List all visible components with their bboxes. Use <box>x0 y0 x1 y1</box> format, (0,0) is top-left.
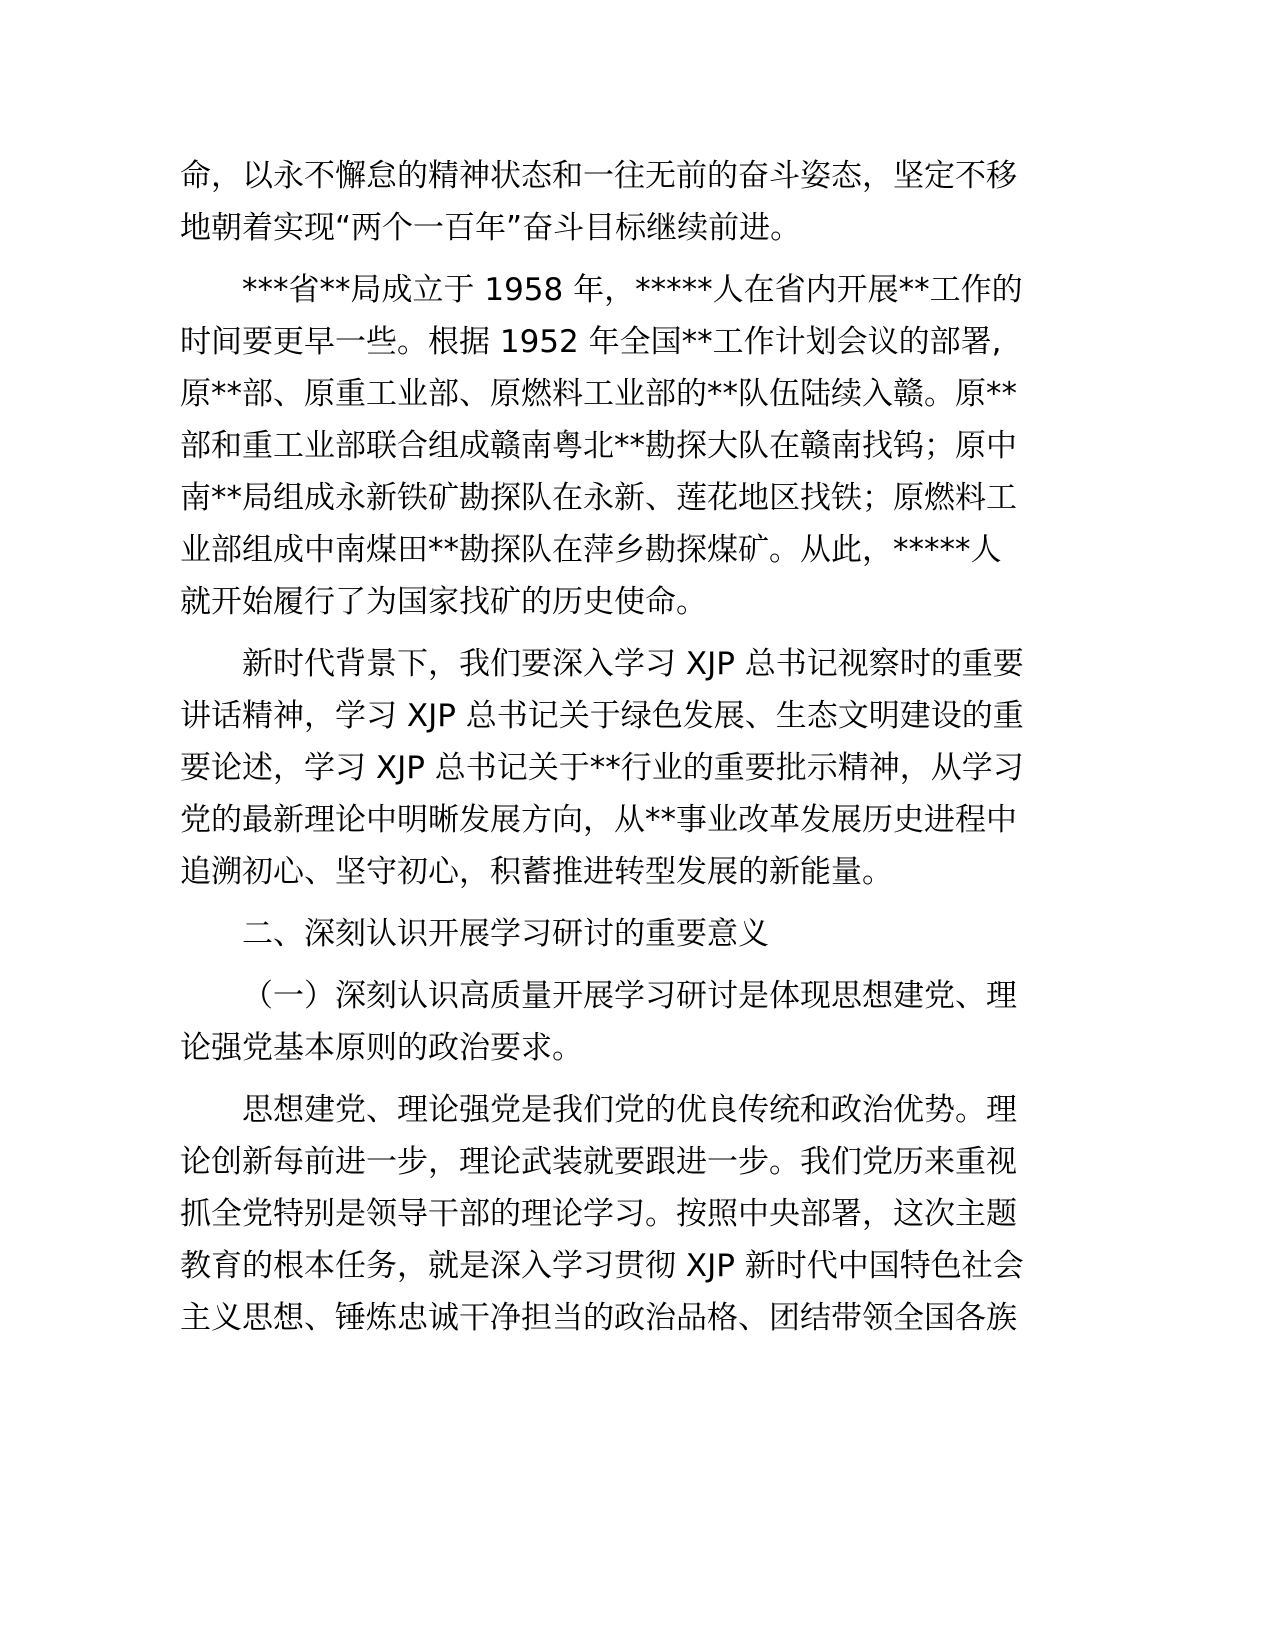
document-body <box>180 150 1040 1354</box>
text-line: ***省**局成立于 1958 年，*****人在省内开展**工作的 <box>242 272 1023 308</box>
text-line: 抓全党特别是领导干部的理论学习。按照中央部署，这次主题 <box>180 1196 1017 1232</box>
text-line: 部和重工业部联合组成赣南粤北**勘探大队在赣南找钨；原中 <box>180 428 1017 464</box>
text-line: 原**部、原重工业部、原燃料工业部的**队伍陆续入赣。原** <box>180 376 1017 412</box>
text-line: 命，以永不懈怠的精神状态和一往无前的奋斗姿态，坚定不移 <box>180 158 1017 194</box>
heading-line: 二、深刻认识开展学习研讨的重要意义 <box>242 916 769 952</box>
paragraph-1 <box>180 150 1040 254</box>
text-line: 教育的根本任务，就是深入学习贯彻 XJP 新时代中国特色社会 <box>180 1248 1024 1284</box>
paragraph-6 <box>180 1084 1040 1344</box>
text-line: 讲话精神，学习 XJP 总书记关于绿色发展、生态文明建设的重 <box>180 698 1024 734</box>
text-line: 要论述，学习 XJP 总书记关于**行业的重要批示精神，从学习 <box>180 750 1024 786</box>
text-line: 南**局组成永新铁矿勘探队在永新、莲花地区找铁；原燃料工 <box>180 480 1017 516</box>
text-line: 业部组成中南煤田**勘探队在萍乡勘探煤矿。从此，*****人 <box>180 532 1002 568</box>
paragraph-3 <box>180 638 1040 898</box>
text-line: 就开始履行了为国家找矿的历史使命。 <box>180 584 707 620</box>
section-heading <box>180 908 1040 960</box>
text-line: 党的最新理论中明晰发展方向，从**事业改革发展历史进程中 <box>180 802 1017 838</box>
text-line: 论创新每前进一步，理论武装就要跟进一步。我们党历来重视 <box>180 1144 1017 1180</box>
text-line: 地朝着实现“两个一百年”奋斗目标继续前进。 <box>180 210 802 246</box>
text-line: 时间要更早一些。根据 1952 年全国**工作计划会议的部署, <box>180 324 1002 360</box>
heading-line: （一）深刻认识高质量开展学习研讨是体现思想建党、理 <box>242 978 1017 1014</box>
text-line: 追溯初心、坚守初心，积蓄推进转型发展的新能量。 <box>180 854 893 890</box>
text-line: 主义思想、锤炼忠诚干净担当的政治品格、团结带领全国各族 <box>180 1300 1017 1336</box>
text-line: 新时代背景下，我们要深入学习 XJP 总书记视察时的重要 <box>242 646 1024 682</box>
text-line: 思想建党、理论强党是我们党的优良传统和政治优势。理 <box>242 1092 1017 1128</box>
subsection-heading <box>180 970 1040 1074</box>
paragraph-2 <box>180 264 1040 628</box>
heading-line: 论强党基本原则的政治要求。 <box>180 1030 583 1066</box>
